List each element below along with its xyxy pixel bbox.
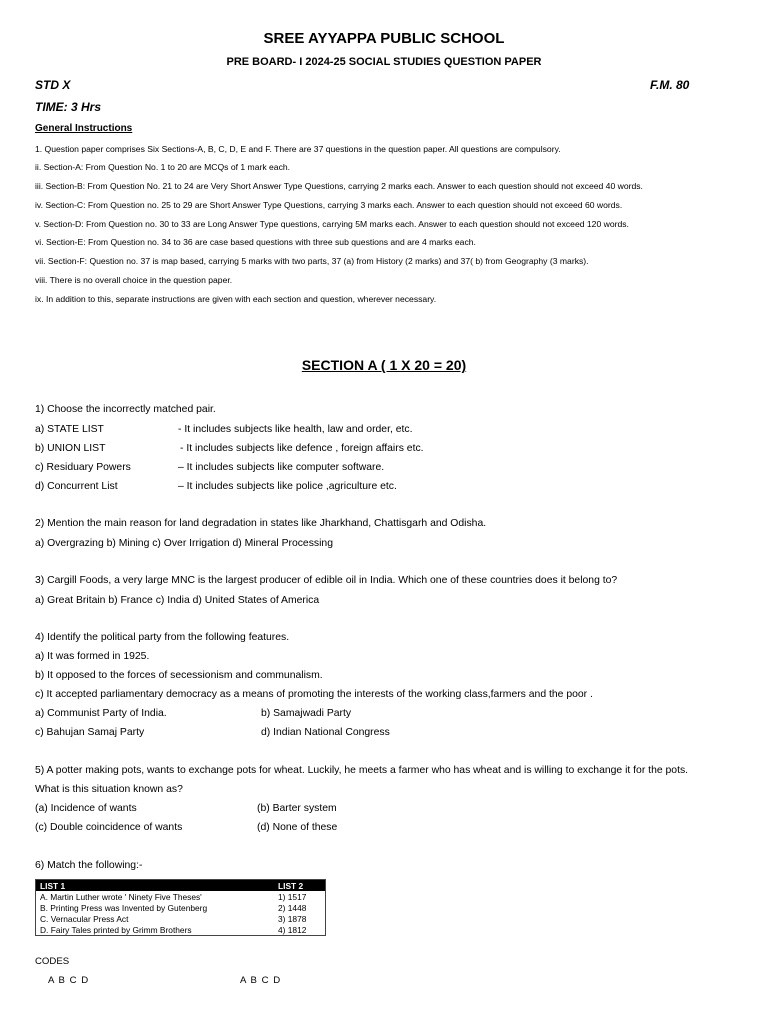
table-row	[36, 913, 326, 924]
q4-option: c) Bahujan Samaj Party	[35, 727, 145, 738]
instruction-item: vii. Section-F: Question no. 37 is map based, carrying 5 marks with two parts, 37 (a) from History (2 marks) and 37( b) from Geography (3 marks).	[35, 256, 589, 266]
question-4: 4) Identify the political party from the following features.	[35, 632, 290, 643]
q5-option: (b) Barter system	[257, 803, 337, 814]
instruction-item: v. Section-D: From Question no. 30 to 33 are Long Answer Type questions, carrying 5M marks each. Answer to each question should not exceed 120 words.	[35, 219, 629, 229]
codes-header: A B C D	[240, 975, 282, 986]
list-2-cell: 4) 1812	[278, 924, 307, 935]
codes-label: CODES	[35, 956, 70, 967]
q5-option: (d) None of these	[257, 822, 338, 833]
question-1: 1) Choose the incorrectly matched pair.	[35, 404, 216, 415]
instruction-item: 1. Question paper comprises Six Sections-A, B, C, D, E and F. There are 37 questions in the question paper. All questions are compulsory.	[35, 144, 561, 154]
section-a-heading: SECTION A ( 1 X 20 = 20)	[301, 357, 467, 373]
codes-header: A B C D	[48, 975, 90, 986]
instruction-item: viii. There is no overall choice in the question paper.	[35, 275, 233, 285]
full-marks-label: F.M. 80	[650, 78, 690, 92]
list-2-cell: 1) 1517	[278, 891, 307, 902]
instruction-item: vi. Section-E: From Question no. 34 to 36 are case based questions with three sub questions and are 4 marks each.	[35, 237, 476, 247]
list-2-cell: 3) 1878	[278, 913, 307, 924]
list-1-cell: D. Fairy Tales printed by Grimm Brothers	[40, 924, 192, 935]
table-row	[36, 891, 326, 902]
instruction-item: iv. Section-C: From Question no. 25 to 29 are Short Answer Type Questions, carrying 3 marks each. Answer to each question should not exceed 60 words.	[35, 200, 623, 210]
q4-feature: c) It accepted parliamentary democracy as a means of promoting the interests of the working class,farmers and the poor .	[35, 689, 593, 700]
q1-option-text: – It includes subjects like police ,agriculture etc.	[178, 481, 397, 492]
list-1-header: LIST 1	[36, 880, 275, 892]
list-1-cell: A. Martin Luther wrote ' Ninety Five Theses'	[40, 891, 202, 902]
list-2-cell: 2) 1448	[278, 902, 307, 913]
q1-option-text: – It includes subjects like computer software.	[178, 462, 385, 473]
q1-option-text: - It includes subjects like defence , foreign affairs etc.	[180, 443, 424, 454]
question-2: 2) Mention the main reason for land degradation in states like Jharkhand, Chattisgarh and Odisha.	[35, 518, 487, 529]
q1-option-text: - It includes subjects like health, law and order, etc.	[178, 424, 413, 435]
standard-label: STD X	[35, 78, 71, 92]
question-3: 3) Cargill Foods, a very large MNC is the largest producer of edible oil in India. Which one of these countries does it belong to?	[35, 575, 618, 586]
instruction-item: iii. Section-B: From Question No. 21 to 24 are Very Short Answer Type Questions, carrying 2 marks each. Answer to each question should not exceed 40 words.	[35, 181, 643, 191]
q1-option-label: d) Concurrent List	[35, 481, 118, 492]
list-1-cell: C. Vernacular Press Act	[40, 913, 129, 924]
question-6: 6) Match the following:-	[35, 860, 143, 871]
q4-option: d) Indian National Congress	[261, 727, 390, 738]
q2-options: a) Overgrazing b) Mining c) Over Irrigation d) Mineral Processing	[35, 538, 333, 549]
q4-option: a) Communist Party of India.	[35, 708, 167, 719]
q4-feature: b) It opposed to the forces of secessionism and communalism.	[35, 670, 323, 681]
q4-option: b) Samajwadi Party	[261, 708, 352, 719]
school-name: SREE AYYAPPA PUBLIC SCHOOL	[263, 30, 505, 47]
instruction-item: ix. In addition to this, separate instructions are given with each section and question, wherever necessary.	[35, 294, 437, 304]
q5-option: (a) Incidence of wants	[35, 803, 137, 814]
list-2-header: LIST 2	[274, 880, 326, 892]
q3-options: a) Great Britain b) France c) India d) United States of America	[35, 595, 320, 606]
match-table-header	[36, 880, 326, 892]
q1-option-label: c) Residuary Powers	[35, 462, 131, 473]
q1-option-label: b) UNION LIST	[35, 443, 106, 454]
match-table	[35, 879, 326, 936]
time-label: TIME: 3 Hrs	[35, 100, 102, 114]
instruction-item: ii. Section-A: From Question No. 1 to 20 are MCQs of 1 mark each.	[35, 162, 291, 172]
table-row	[36, 924, 326, 936]
q1-option-label: a) STATE LIST	[35, 424, 104, 435]
list-1-cell: B. Printing Press was Invented by Gutenberg	[40, 902, 208, 913]
question-5-line2: What is this situation known as?	[35, 784, 183, 795]
table-row	[36, 902, 326, 913]
general-instructions-heading: General Instructions	[35, 123, 133, 134]
q5-option: (c) Double coincidence of wants	[35, 822, 183, 833]
paper-title: PRE BOARD- I 2024-25 SOCIAL STUDIES QUESTION PAPER	[226, 56, 542, 68]
q4-feature: a) It was formed in 1925.	[35, 651, 150, 662]
question-5: 5) A potter making pots, wants to exchange pots for wheat. Luckily, he meets a farmer who has wheat and is willing to exchange it for the pots.	[35, 765, 689, 776]
